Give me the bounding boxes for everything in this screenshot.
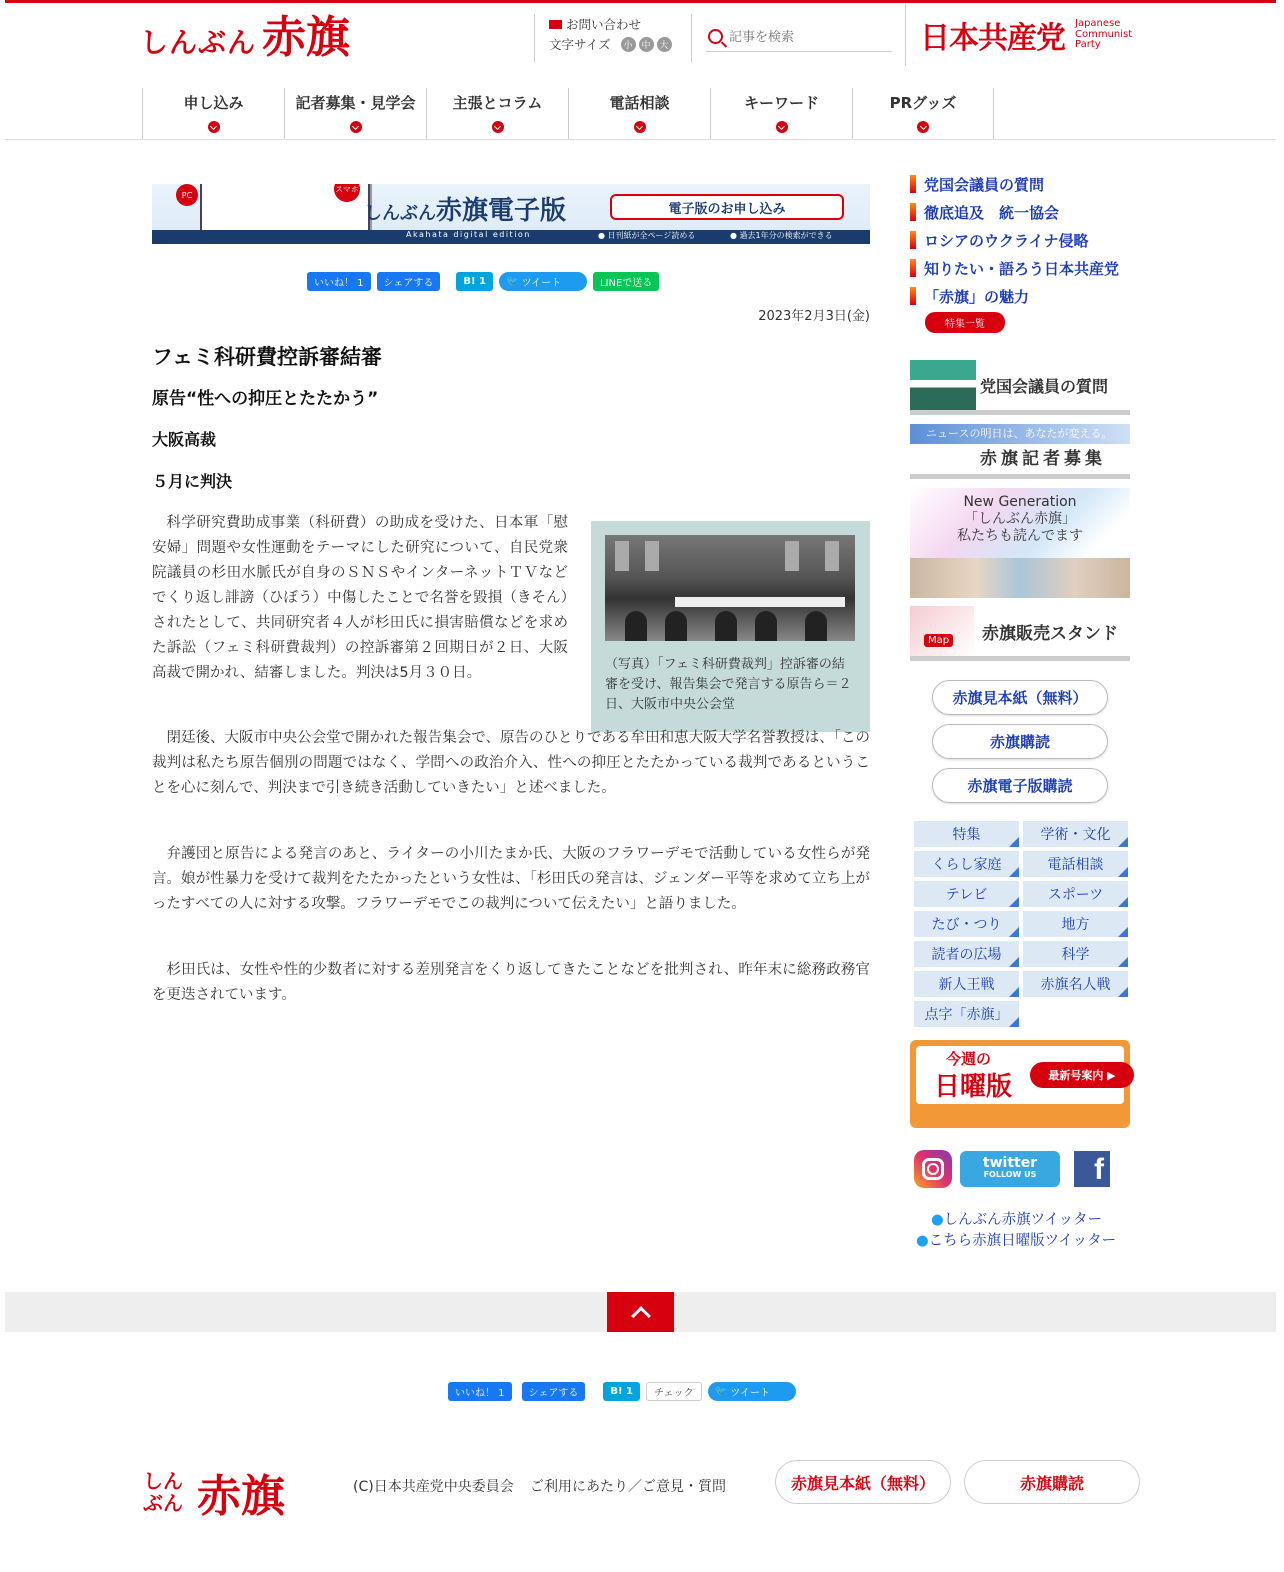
- sidebar-link-ukraine[interactable]: ロシアのウクライナ侵略: [910, 226, 1119, 254]
- mixi-check-button[interactable]: チェック: [646, 1382, 702, 1401]
- copyright: (C)日本共産党中央委員会: [353, 1479, 514, 1495]
- header-divider: [5, 139, 1276, 140]
- nav-item-recruit[interactable]: 記者募集・見学会: [284, 88, 426, 139]
- logo-small-text: しんぶん: [140, 26, 257, 59]
- sidebar-link-jcp[interactable]: 知りたい・語ろう日本共産党: [910, 254, 1119, 282]
- sidebar-feature-links: [910, 170, 1119, 310]
- top-accent-bar: [5, 0, 1276, 3]
- header-utility: [534, 14, 692, 62]
- digital-apply-button[interactable]: 電子版のお申し込み: [610, 194, 844, 220]
- category-culture[interactable]: 学術・文化: [1023, 821, 1128, 847]
- dot-icon: ●: [916, 1233, 929, 1249]
- bullet-marker: [910, 175, 916, 193]
- chevron-down-icon: [917, 121, 929, 133]
- search-box: [706, 22, 892, 52]
- line-send-button[interactable]: LINEで送る: [593, 272, 659, 291]
- diet-questions-banner[interactable]: 党国会議員の質問: [910, 360, 1130, 415]
- nav-item-pr-goods[interactable]: PRグッズ: [852, 88, 994, 139]
- category-readers[interactable]: 読者の広場: [914, 941, 1019, 967]
- pc-badge: PC: [176, 184, 198, 206]
- category-braille[interactable]: 点字「赤旗」: [914, 1001, 1019, 1027]
- main-nav: [142, 88, 994, 139]
- twitter-bird-icon: 🐦: [505, 276, 522, 287]
- nav-item-apply[interactable]: 申し込み: [142, 88, 284, 139]
- jcp-name: 日本共産党: [920, 21, 1065, 56]
- nav-item-editorial[interactable]: 主張とコラム: [426, 88, 568, 139]
- readers-photos: [910, 558, 1130, 598]
- new-generation-banner[interactable]: New Generation 「しんぶん赤旗」 私たちも読んでます: [910, 488, 1130, 598]
- facebook-share-button[interactable]: シェアする: [377, 272, 441, 291]
- smartphone-badge: スマホ: [334, 184, 360, 202]
- twitter-follow-button[interactable]: twitter FOLLOW US: [960, 1151, 1060, 1187]
- article-subtitle: 原告“性への抑圧とたたかう”: [152, 389, 379, 409]
- dot-icon: ●: [931, 1212, 944, 1228]
- sidebar-link-diet-questions[interactable]: 党国会議員の質問: [910, 170, 1119, 198]
- sales-stand-banner[interactable]: Map 赤旗販売スタンド: [910, 606, 1130, 661]
- instagram-icon[interactable]: [914, 1150, 952, 1188]
- banner-note-2: ● 過去1年分の検索ができる: [730, 231, 833, 240]
- back-to-top-button[interactable]: [607, 1292, 674, 1332]
- subscribe-button[interactable]: 赤旗購読: [932, 724, 1108, 759]
- banner-note-1: ● 日刊紙が全ページ読める: [598, 231, 696, 240]
- facebook-share-button[interactable]: シェアする: [522, 1382, 586, 1401]
- share-bar-bottom: [448, 1382, 796, 1401]
- tweet-button[interactable]: 🐦 ツイート: [708, 1382, 796, 1401]
- hatena-bookmark-button[interactable]: B! 1: [456, 272, 493, 291]
- font-size-small-button[interactable]: 小: [621, 37, 636, 52]
- chevron-down-icon: [208, 121, 220, 133]
- digital-edition-banner[interactable]: [152, 184, 870, 244]
- category-shinjin-o[interactable]: 新人王戦: [914, 971, 1019, 997]
- footer-terms-link[interactable]: ご利用にあたり／ご意見・質問: [530, 1479, 726, 1495]
- search-input[interactable]: [729, 29, 879, 44]
- category-living[interactable]: くらし家庭: [914, 851, 1019, 877]
- twitter-bird-icon: 🐦: [714, 1386, 731, 1397]
- sample-paper-button[interactable]: 赤旗見本紙（無料）: [932, 680, 1108, 715]
- article-paragraph-4: 杉田氏は、女性や性的少数者に対する差別発言をくり返してきたことなどを批判され、昨年末に総務政務官を更迭されています。: [152, 962, 870, 1003]
- category-grid: [914, 821, 1130, 1027]
- article-date: 2023年2月3日(金): [758, 309, 870, 324]
- chevron-down-icon: [492, 121, 504, 133]
- sunday-edition-banner[interactable]: 今週の 日曜版 最新号案内 ▶: [910, 1040, 1130, 1128]
- category-travel[interactable]: たび・つり: [914, 911, 1019, 937]
- twitter-link-sunday[interactable]: ●こちら赤旗日曜版ツイッター: [916, 1233, 1117, 1249]
- article-paragraph-1: 科学研究費助成事業（科研費）の助成を受けた、日本軍「慰安婦」問題や女性運動をテーマにした研究について、自民党衆院議員の杉田水脈氏が自身のＳＮＳやインターネットＴＶなどでくり返し誹謗（ひぼう）中傷したことで名誉を毀損（きそん）されたとして、共同研究者４人が杉田氏に損害賠償などを求めた訴訟（フェミ科研費裁判）の控訴審第２回期日が２日、大阪高裁で開かれ、結審しました。判決は5月３０日。: [152, 515, 568, 681]
- sns-links: [914, 1150, 1110, 1188]
- bullet-marker: [910, 287, 916, 305]
- latest-issue-button[interactable]: 最新号案内 ▶: [1030, 1062, 1134, 1088]
- banner-subtitle: Akahata digital edition: [406, 230, 531, 239]
- jcp-english: Japanese Communist Party: [1075, 18, 1133, 51]
- map-icon: [910, 606, 974, 656]
- mail-icon: [549, 20, 562, 29]
- search-icon[interactable]: [708, 29, 723, 44]
- twitter-link-akahata[interactable]: ●しんぶん赤旗ツイッター: [931, 1212, 1103, 1228]
- chevron-down-icon: [634, 121, 646, 133]
- chevron-down-icon: [776, 121, 788, 133]
- photo-image: [605, 535, 855, 641]
- contact-link[interactable]: [549, 14, 691, 34]
- sidebar-link-akahata-appeal[interactable]: 「赤旗」の魅力: [910, 282, 1119, 310]
- hatena-bookmark-button[interactable]: B! 1: [603, 1382, 640, 1401]
- chevron-up-icon: [631, 1306, 651, 1326]
- facebook-like-button[interactable]: いいね！ 1: [448, 1382, 512, 1401]
- article-title: フェミ科研費控訴審結審: [152, 345, 382, 369]
- category-feature[interactable]: 特集: [914, 821, 1019, 847]
- jcp-logo[interactable]: [905, 4, 1145, 66]
- facebook-icon[interactable]: f: [1074, 1151, 1110, 1187]
- site-logo[interactable]: [140, 14, 350, 64]
- bullet-marker: [910, 203, 916, 221]
- share-bar-top: [307, 272, 659, 291]
- digital-subscribe-button[interactable]: 赤旗電子版購読: [932, 768, 1108, 803]
- category-sports[interactable]: スポーツ: [1023, 881, 1128, 907]
- feature-list-button[interactable]: 特集一覧: [925, 312, 1005, 333]
- chevron-down-icon: [350, 121, 362, 133]
- category-science[interactable]: 科学: [1023, 941, 1128, 967]
- bullet-marker: [910, 231, 916, 249]
- facebook-like-button[interactable]: いいね！ 1: [307, 272, 371, 291]
- font-size-large-button[interactable]: 大: [657, 37, 672, 52]
- bullet-marker: [910, 259, 916, 277]
- font-size-switcher: [621, 37, 672, 52]
- footer-sample-button[interactable]: 赤旗見本紙（無料）: [775, 1460, 951, 1504]
- logo-large-text: 赤旗: [262, 12, 351, 63]
- banner-title: しんぶん赤旗電子版: [364, 196, 567, 226]
- article-subheading-2: ５月に判決: [152, 472, 233, 491]
- article-paragraph-2: 閉廷後、大阪市中央公会堂で開かれた報告集会で、原告のひとりである牟田和恵大阪大学名誉教授は、「この裁判は私たち原告個別の問題ではなく、学問への政治介入、性への抑圧とたたかっている裁判であるということを心に刻んで、判決まで引き続き活動していきたい」と述べました。: [152, 730, 870, 796]
- diet-building-image: [910, 360, 976, 410]
- category-regional[interactable]: 地方: [1023, 911, 1128, 937]
- font-size-medium-button[interactable]: 中: [639, 37, 654, 52]
- font-size-label: 文字サイズ: [549, 37, 611, 52]
- reporter-recruit-banner[interactable]: ニュースの明日は、あなたが変える。 赤旗記者募集: [910, 424, 1130, 479]
- tweet-button[interactable]: 🐦 ツイート: [499, 272, 587, 291]
- article-photo: [591, 521, 870, 732]
- footer-logo[interactable]: しんぶん 赤旗: [143, 1469, 285, 1522]
- category-phone-consult[interactable]: 電話相談: [1023, 851, 1128, 877]
- sidebar-link-unification-church[interactable]: 徹底追及 統一協会: [910, 198, 1119, 226]
- category-tv[interactable]: テレビ: [914, 881, 1019, 907]
- footer-subscribe-button[interactable]: 赤旗購読: [964, 1460, 1140, 1504]
- photo-caption: （写真）「フェミ科研費裁判」控訴審の結審を受け、報告集会で発言する原告ら＝２日、大阪市中央公会堂: [605, 657, 852, 712]
- nav-item-phone-consult[interactable]: 電話相談: [568, 88, 710, 139]
- contact-label: お問い合わせ: [566, 17, 642, 32]
- article-paragraph-3: 弁護団と原告による発言のあと、ライターの小川たまか氏、大阪のフラワーデモで活動している女性らが発言。娘が性暴力を受けて裁判をたたかったという女性は、「杉田氏の発言は、ジェンダー平等を求めて立ち上がったすべての人に対する攻撃。フラワーデモでこの裁判について伝えたい」と語りました。: [152, 846, 870, 912]
- category-meijin[interactable]: 赤旗名人戦: [1023, 971, 1128, 997]
- article-subheading-1: 大阪高裁: [152, 430, 217, 449]
- nav-item-keyword[interactable]: キーワード: [710, 88, 852, 139]
